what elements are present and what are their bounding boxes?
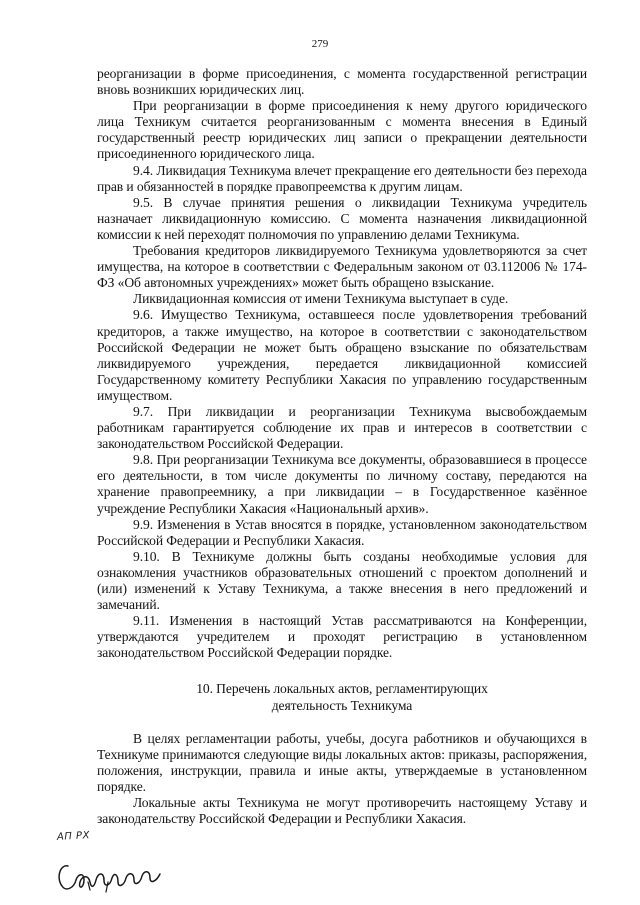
paragraph: 9.5. В случае принятия решения о ликвидации Техникума учредитель назначает ликвидационную комиссию. С момента назначения ликвидационной комиссии к ней переходят полномочия по управлению делами Техникума. bbox=[97, 194, 587, 242]
paragraph: 9.11. Изменения в настоящий Устав рассматриваются на Конференции, утверждаются учредителем и проходят регистрацию в установленном законодательством Российской Федерации порядке. bbox=[97, 613, 587, 661]
paragraph: При реорганизации в форме присоединения к нему другого юридического лица Техникум считается реорганизованным с момента внесения в Единый государственный реестр юридических лиц записи о прекращении деятельности присоединенного юридического лица. bbox=[97, 98, 587, 162]
paragraph: реорганизации в форме присоединения, с момента государственной регистрации вновь возникших юридических лиц. bbox=[97, 66, 587, 98]
paragraph: 9.4. Ликвидация Техникума влечет прекращение его деятельности без перехода прав и обязанностей в порядке правопреемства к другим лицам. bbox=[97, 162, 587, 194]
paragraph: Ликвидационная комиссия от имени Техникума выступает в суде. bbox=[133, 291, 509, 307]
paragraph: 9.10. В Техникуме должны быть созданы необходимые условия для ознакомления участников образовательных отношений с проектом дополнений и (или) изменений к Уставу Техникума, а также внесения в него предложений и замечаний. bbox=[97, 548, 587, 613]
handwritten-note: АП РХ bbox=[56, 830, 91, 843]
section-heading bbox=[97, 681, 587, 713]
paragraph: 9.8. При реорганизации Техникума все документы, образовавшиеся в процессе его деятельности, в том числе документы по личному составу, передаются на хранение правопреемнику, а при ликвидации – в Государственное казённое учреждение Республики Хакасия «Национальный архив». bbox=[97, 452, 587, 516]
section-heading-line: 10. Перечень локальных актов, регламентирующих bbox=[196, 681, 488, 697]
section-heading-line: деятельность Техникума bbox=[271, 697, 413, 713]
page-number: 279 bbox=[311, 38, 329, 50]
document-body bbox=[97, 66, 587, 827]
paragraph: 9.7. При ликвидации и реорганизации Техникума высвобождаемым работникам гарантируется соблюдение их прав и интересов в соответствии с законодательством Российской Федерации. bbox=[97, 403, 587, 452]
paragraph: 9.6. Имущество Техникума, оставшееся после удовлетворения требований кредиторов, а также имущество, на которое в соответствии с законодательством Российской Федерации не может быть обращено взыскание по обязательствам ликвидируемого учреждения, передается ликвидационной комиссией Государственному комитету Республики Хакасия по управлению государственным имуществом. bbox=[97, 307, 587, 403]
signature bbox=[54, 852, 164, 900]
paragraph: Локальные акты Техникума не могут противоречить настоящему Уставу и законодательству Российской Федерации и Республики Хакасия. bbox=[97, 795, 587, 827]
paragraph: Требования кредиторов ликвидируемого Техникума удовлетворяются за счет имущества, на которое в соответствии с Федеральным законом от 03.112006 № 174-ФЗ «Об автономных учреждениях» может быть обращено взыскание. bbox=[97, 243, 587, 291]
paragraph: 9.9. Изменения в Устав вносятся в порядке, установленном законодательством Российской Федерации и Республики Хакасия. bbox=[97, 516, 587, 548]
paragraph: В целях регламентации работы, учебы, досуга работников и обучающихся в Техникуме принимаются следующие виды локальных актов: приказы, распоряжения, положения, инструкции, правила и иные акты, утверждаемые в установленном порядке. bbox=[97, 730, 587, 794]
